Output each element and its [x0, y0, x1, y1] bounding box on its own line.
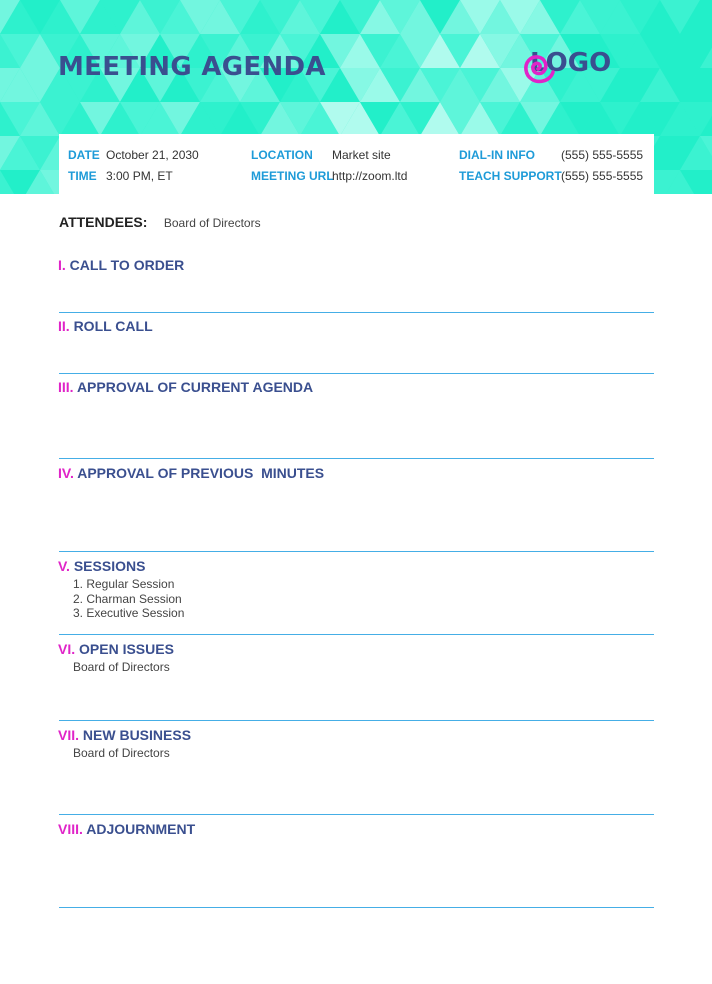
attendees-row	[59, 214, 261, 232]
dial-in-value: (555) 555-5555	[561, 148, 644, 162]
section-number: VII.	[58, 727, 80, 743]
time-label: TIME	[68, 169, 97, 183]
attendees-label: ATTENDEES:	[59, 214, 148, 230]
date-value: October 21, 2030	[106, 148, 199, 162]
logo	[518, 48, 611, 78]
section-divider	[59, 312, 654, 313]
meeting-url-label: MEETING URL	[251, 169, 334, 183]
list-item: Board of Directors	[73, 660, 170, 674]
section-title: APPROVAL OF PREVIOUS MINUTES	[77, 465, 325, 481]
section-title: ADJOURNMENT	[86, 821, 196, 837]
section-number: I.	[58, 257, 66, 273]
attendees-value: Board of Directors	[163, 216, 261, 230]
section-title: APPROVAL OF CURRENT AGENDA	[76, 379, 314, 395]
section-number: III.	[58, 379, 74, 395]
time-value: 3:00 PM, ET	[106, 169, 173, 183]
section-new-business	[58, 727, 191, 743]
section-divider	[59, 373, 654, 374]
open-issues-list	[73, 660, 170, 675]
section-divider	[59, 634, 654, 635]
list-item: Board of Directors	[73, 746, 170, 760]
section-call-to-order	[58, 257, 184, 273]
date-label: DATE	[68, 148, 100, 162]
support-label: TEACH SUPPORT	[459, 169, 562, 183]
section-number: II.	[58, 318, 70, 334]
new-business-list	[73, 746, 170, 761]
section-divider	[59, 720, 654, 721]
page-title: MEETING AGENDA	[58, 52, 326, 82]
section-approval-current-agenda	[58, 379, 313, 395]
logo-text: LOGO	[530, 48, 612, 78]
meeting-info-panel	[59, 134, 654, 194]
location-label: LOCATION	[251, 148, 313, 162]
dial-in-label: DIAL-IN INFO	[459, 148, 535, 162]
section-divider	[59, 458, 654, 459]
spiral-icon	[518, 48, 558, 88]
section-roll-call	[58, 318, 153, 334]
meeting-url-link[interactable]: http://zoom.ltd	[332, 169, 408, 183]
section-approval-previous-minutes	[58, 465, 324, 481]
section-divider	[59, 551, 654, 552]
section-sessions	[58, 558, 145, 574]
location-value: Market site	[332, 148, 391, 162]
section-title: ROLL CALL	[73, 318, 153, 334]
section-number: V.	[58, 558, 70, 574]
section-number: VIII.	[58, 821, 83, 837]
section-title: NEW BUSINESS	[82, 727, 192, 743]
list-item: 1. Regular Session	[73, 577, 175, 591]
section-title: SESSIONS	[73, 558, 146, 574]
support-value: (555) 555-5555	[561, 169, 644, 183]
section-title: OPEN ISSUES	[79, 641, 174, 657]
section-number: IV.	[58, 465, 74, 481]
sessions-list	[73, 577, 184, 621]
section-number: VI.	[58, 641, 76, 657]
section-adjournment	[58, 821, 195, 837]
section-divider	[59, 814, 654, 815]
list-item: 2. Charman Session	[73, 591, 182, 606]
section-title: CALL TO ORDER	[69, 257, 185, 273]
section-open-issues	[58, 641, 174, 657]
section-divider	[59, 907, 654, 908]
list-item: 3. Executive Session	[73, 606, 185, 620]
